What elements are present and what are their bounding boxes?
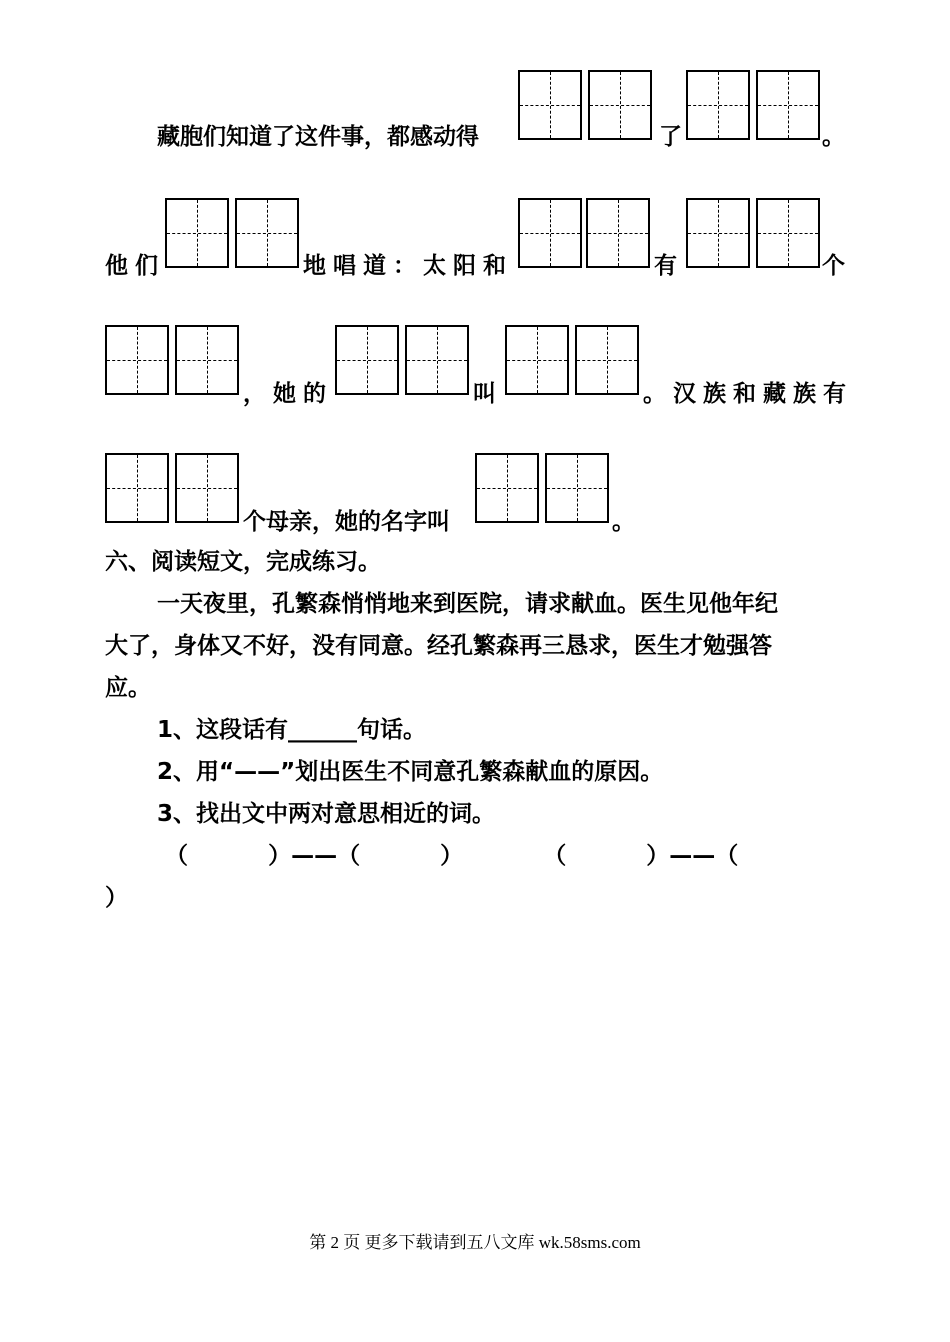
passage-line: 大了，身体又不好，没有同意。经孔繁森再三恳求，医生才勉强答 — [105, 633, 772, 659]
fill-line1-text-b: 了 — [659, 124, 682, 150]
writing-grid-box[interactable] — [505, 325, 569, 395]
writing-grid-box[interactable] — [575, 325, 639, 395]
question-1-blank[interactable]: ______ — [288, 717, 358, 743]
writing-grid-box[interactable] — [335, 325, 399, 395]
writing-grid-box[interactable] — [235, 198, 299, 268]
writing-grid-box[interactable] — [686, 70, 750, 140]
fill-line2-text-c: 有 — [654, 253, 677, 279]
fill-line2-text-d: 个 — [822, 253, 845, 279]
writing-grid-box[interactable] — [165, 198, 229, 268]
writing-grid-box[interactable] — [175, 453, 239, 523]
answer-pairs-tail: ） — [105, 885, 128, 911]
fill-line3-text-c: 。汉族和藏族有 — [643, 381, 853, 407]
fill-line3-text-b: 叫 — [473, 381, 496, 407]
passage-line: 一天夜里，孔繁森悄悄地来到医院，请求献血。医生见他年纪 — [157, 591, 778, 617]
writing-grid-box[interactable] — [105, 325, 169, 395]
answer-pairs-line[interactable]: （ ）——（ ） （ ）——（ — [165, 843, 739, 869]
fill-line2-text-b: 地唱道：太阳和 — [303, 253, 513, 279]
writing-grid-box[interactable] — [686, 198, 750, 268]
writing-grid-box[interactable] — [586, 198, 650, 268]
writing-grid-box[interactable] — [756, 198, 820, 268]
fill-line4-text-a: 个母亲，她的名字叫 — [243, 509, 450, 535]
writing-grid-box[interactable] — [475, 453, 539, 523]
question-1-text-b: 句话。 — [357, 717, 427, 743]
writing-grid-box[interactable] — [545, 453, 609, 523]
fill-line3-text-a: ，她的 — [243, 381, 333, 407]
writing-grid-box[interactable] — [756, 70, 820, 140]
passage-line: 应。 — [105, 675, 151, 701]
section-heading: 六、阅读短文，完成练习。 — [105, 549, 381, 575]
fill-line1-text-a: 藏胞们知道了这件事，都感动得 — [157, 124, 479, 150]
question-1 — [157, 716, 426, 744]
question-3: 3、找出文中两对意思相近的词。 — [157, 801, 496, 827]
question-1-text-a: 1、这段话有 — [157, 717, 289, 743]
writing-grid-box[interactable] — [405, 325, 469, 395]
writing-grid-box[interactable] — [588, 70, 652, 140]
fill-line1-text-c: 。 — [822, 124, 845, 150]
fill-line4-text-b: 。 — [612, 509, 635, 535]
writing-grid-box[interactable] — [518, 198, 582, 268]
fill-line2-text-a: 他们 — [105, 253, 165, 279]
question-2: 2、用“——”划出医生不同意孔繁森献血的原因。 — [157, 759, 664, 785]
writing-grid-box[interactable] — [175, 325, 239, 395]
writing-grid-box[interactable] — [105, 453, 169, 523]
writing-grid-box[interactable] — [518, 70, 582, 140]
page-footer: 第 2 页 更多下载请到五八文库 wk.58sms.com — [309, 1233, 641, 1252]
